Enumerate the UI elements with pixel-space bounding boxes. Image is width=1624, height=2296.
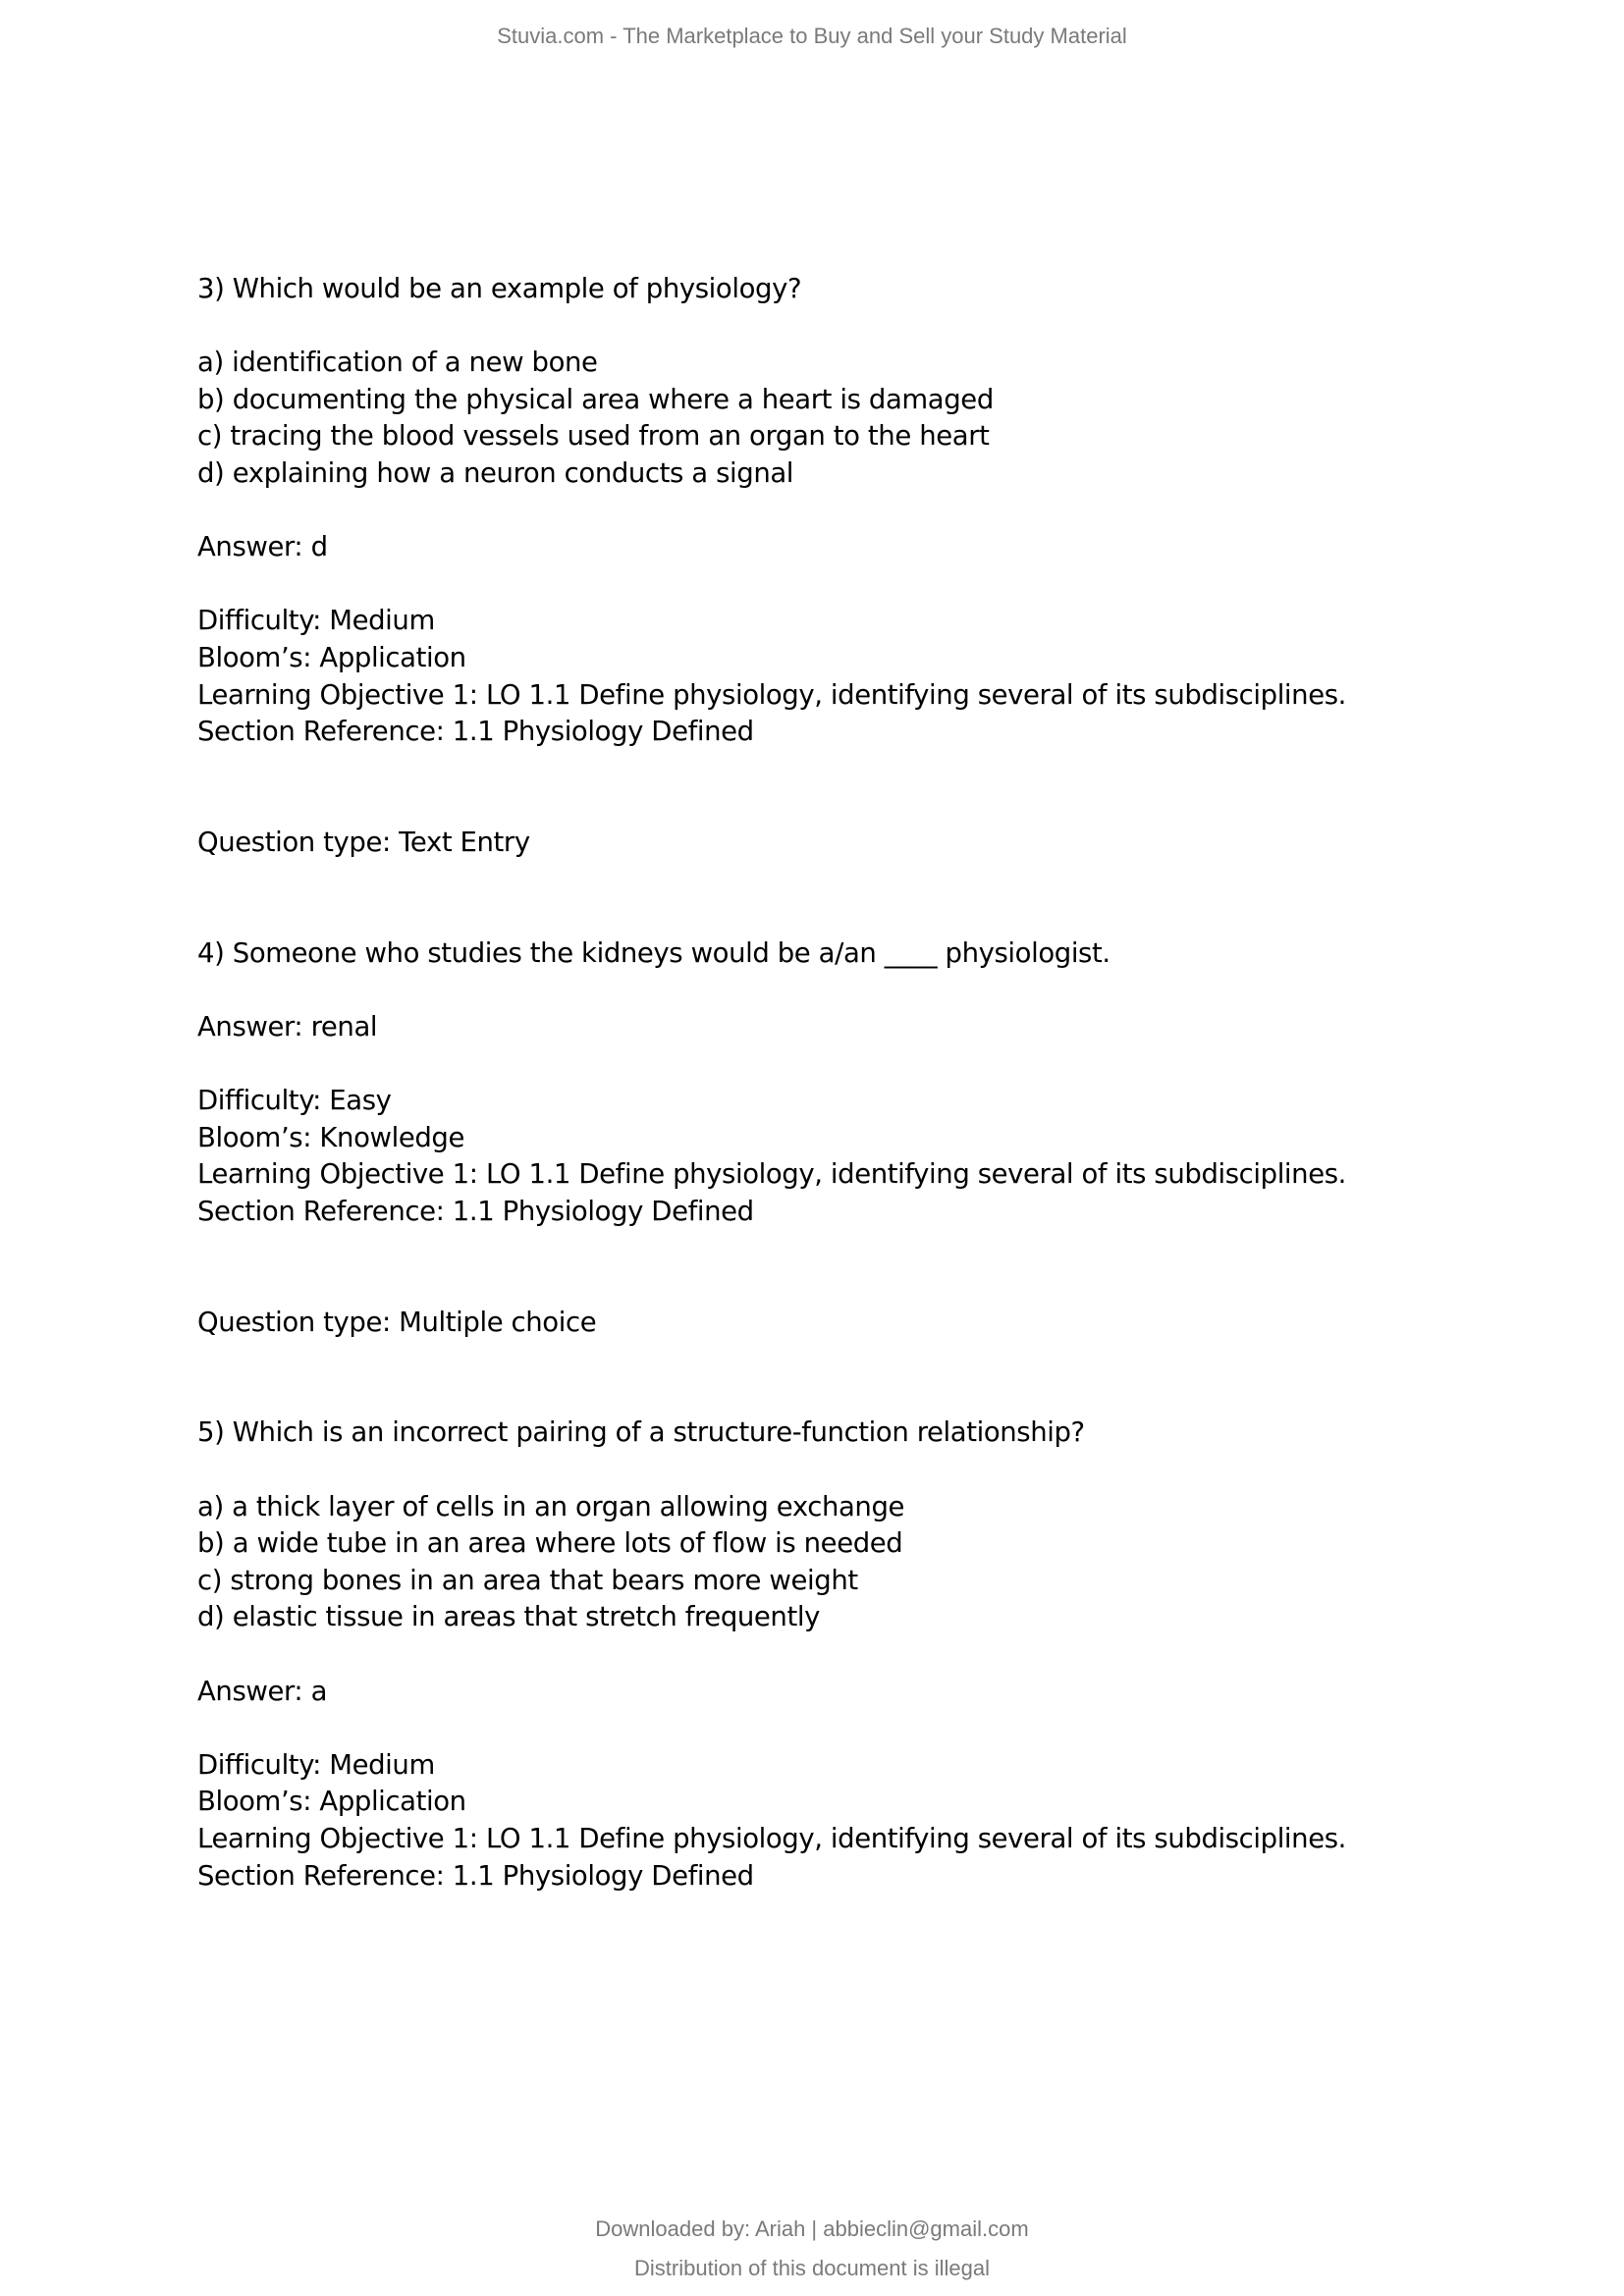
difficulty: Difficulty: Medium — [197, 605, 435, 637]
question-type: Question type: Multiple choice — [197, 1306, 597, 1338]
option-d: d) explaining how a neuron conducts a signal — [197, 456, 794, 489]
learning-objective: Learning Objective 1: LO 1.1 Define physiology, identifying several of its subdisciplines. — [197, 1158, 1346, 1191]
option-b: b) documenting the physical area where a heart is damaged — [197, 383, 994, 415]
section-reference: Section Reference: 1.1 Physiology Defined — [197, 716, 754, 748]
question-block-4 — [197, 825, 1474, 1231]
document-body — [197, 271, 1474, 1895]
question-type: Question type: Text Entry — [197, 826, 530, 858]
option-d: d) elastic tissue in areas that stretch frequently — [197, 1601, 820, 1633]
answer: Answer: renal — [197, 1010, 378, 1042]
question-text: 4) Someone who studies the kidneys would be a/an ____ physiologist. — [197, 936, 1110, 969]
difficulty: Difficulty: Easy — [197, 1085, 392, 1117]
question-block-5 — [197, 1305, 1474, 1896]
answer: Answer: d — [197, 531, 328, 563]
question-block-3 — [197, 271, 1474, 751]
option-c: c) tracing the blood vessels used from an organ to the heart — [197, 420, 990, 453]
blooms-level: Bloom’s: Knowledge — [197, 1121, 464, 1153]
option-b: b) a wide tube in an area where lots of flow is needed — [197, 1527, 903, 1560]
blooms-level: Bloom’s: Application — [197, 641, 466, 673]
section-reference: Section Reference: 1.1 Physiology Defined — [197, 1195, 754, 1227]
option-c: c) strong bones in an area that bears more weight — [197, 1564, 858, 1596]
question-text: 5) Which is an incorrect pairing of a structure-function relationship? — [197, 1416, 1085, 1449]
section-reference: Section Reference: 1.1 Physiology Defined — [197, 1859, 754, 1892]
footer-downloaded-by: Downloaded by: Ariah | abbieclin@gmail.com — [595, 2216, 1029, 2241]
difficulty: Difficulty: Medium — [197, 1748, 435, 1781]
question-text: 3) Which would be an example of physiology? — [197, 273, 802, 304]
learning-objective: Learning Objective 1: LO 1.1 Define physiology, identifying several of its subdisciplines. — [197, 678, 1346, 711]
option-a: a) identification of a new bone — [197, 347, 598, 379]
page-header: Stuvia.com - The Marketplace to Buy and Sell your Study Material — [497, 24, 1127, 48]
answer: Answer: a — [197, 1675, 328, 1707]
option-a: a) a thick layer of cells in an organ allowing exchange — [197, 1490, 905, 1522]
footer-distribution-notice: Distribution of this document is illegal — [634, 2256, 990, 2280]
learning-objective: Learning Objective 1: LO 1.1 Define physiology, identifying several of its subdisciplines. — [197, 1822, 1346, 1854]
blooms-level: Bloom’s: Application — [197, 1786, 466, 1818]
